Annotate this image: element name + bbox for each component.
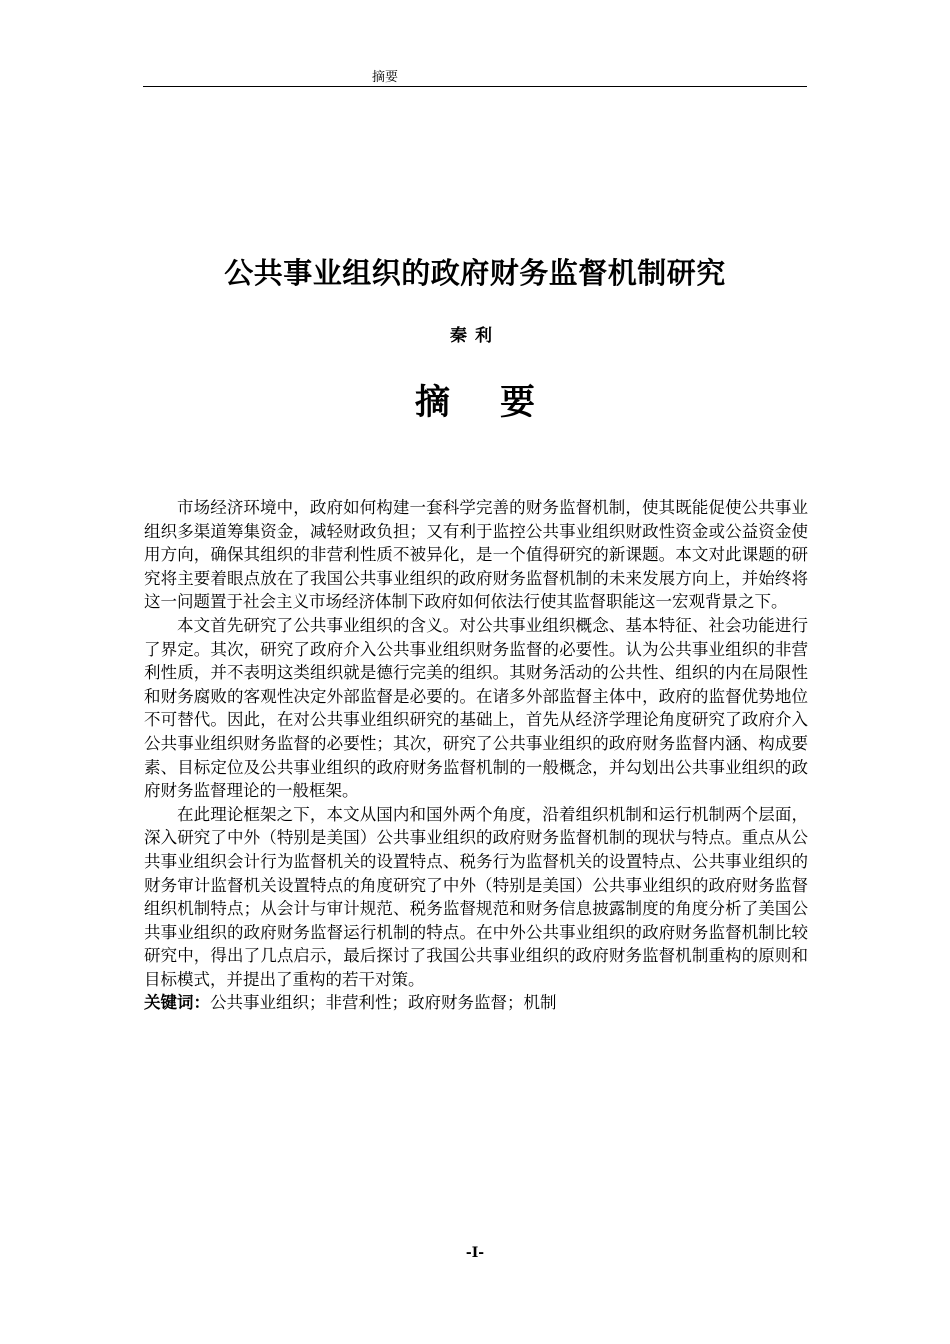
paper-title: 公共事业组织的政府财务监督机制研究 — [224, 256, 726, 290]
abstract-paragraph: 市场经济环境中，政府如何构建一套科学完善的财务监督机制，使其既能促使公共事业组织多渠道筹集资金，减轻财政负担；又有利于监控公共事业组织财政性资金或公益资金使用方向，确保其组织的非营利性质不被异化，是一个值得研究的新课题。本文对此课题的研究将主要着眼点放在了我国公共事业组织的政府财务监督机制的未来发展方向上，并始终将这一问题置于社会主义市场经济体制下政府如何依法行使其监督职能这一宏观背景之下。 — [144, 498, 808, 612]
abstract-paragraph: 在此理论框架之下，本文从国内和国外两个角度，沿着组织机制和运行机制两个层面，深入研究了中外（特别是美国）公共事业组织的政府财务监督机制的现状与特点。重点从公共事业组织会计行为监督机关的设置特点、税务行为监督机关的设置特点、公共事业组织的财务审计监督机关设置特点的角度研究了中外（特别是美国）公共事业组织的政府财务监督组织机制特点；从会计与审计规范、税务监督规范和财务信息披露制度的角度分析了美国公共事业组织的政府财务监督运行机制的特点。在中外公共事业组织的政府财务监督机制比较研究中，得出了几点启示，最后探讨了我国公共事业组织的政府财务监督机制重构的原则和目标模式，并提出了重构的若干对策。 — [144, 804, 808, 989]
running-header: 摘要 — [372, 70, 399, 85]
keywords-label: 关键词： — [144, 993, 210, 1013]
abstract-paragraph: 本文首先研究了公共事业组织的含义。对公共事业组织概念、基本特征、社会功能进行了界定。其次，研究了政府介入公共事业组织财务监督的必要性。认为公共事业组织的非营利性质，并不表明这类组织就是德行完美的组织。其财务活动的公共性、组织的内在局限性和财务腐败的客观性决定外部监督是必要的。在诸多外部监督主体中，政府的监督优势地位不可替代。因此，在对公共事业组织研究的基础上，首先从经济学理论角度研究了政府介入公共事业组织财务监督的必要性；其次，研究了公共事业组织的政府财务监督内涵、构成要素、目标定位及公共事业组织的政府财务监督机制的一般概念，并勾划出公共事业组织的政府财务监督理论的一般框架。 — [144, 615, 808, 801]
abstract-heading: 摘要 — [414, 383, 585, 423]
author-name: 秦利 — [450, 326, 500, 346]
keywords-line — [144, 991, 808, 1015]
keywords-text: 公共事业组织；非营利性；政府财务监督；机制 — [210, 993, 557, 1013]
header-rule — [143, 86, 807, 87]
page-number: -I- — [465, 1245, 485, 1261]
abstract-body — [144, 496, 808, 1015]
